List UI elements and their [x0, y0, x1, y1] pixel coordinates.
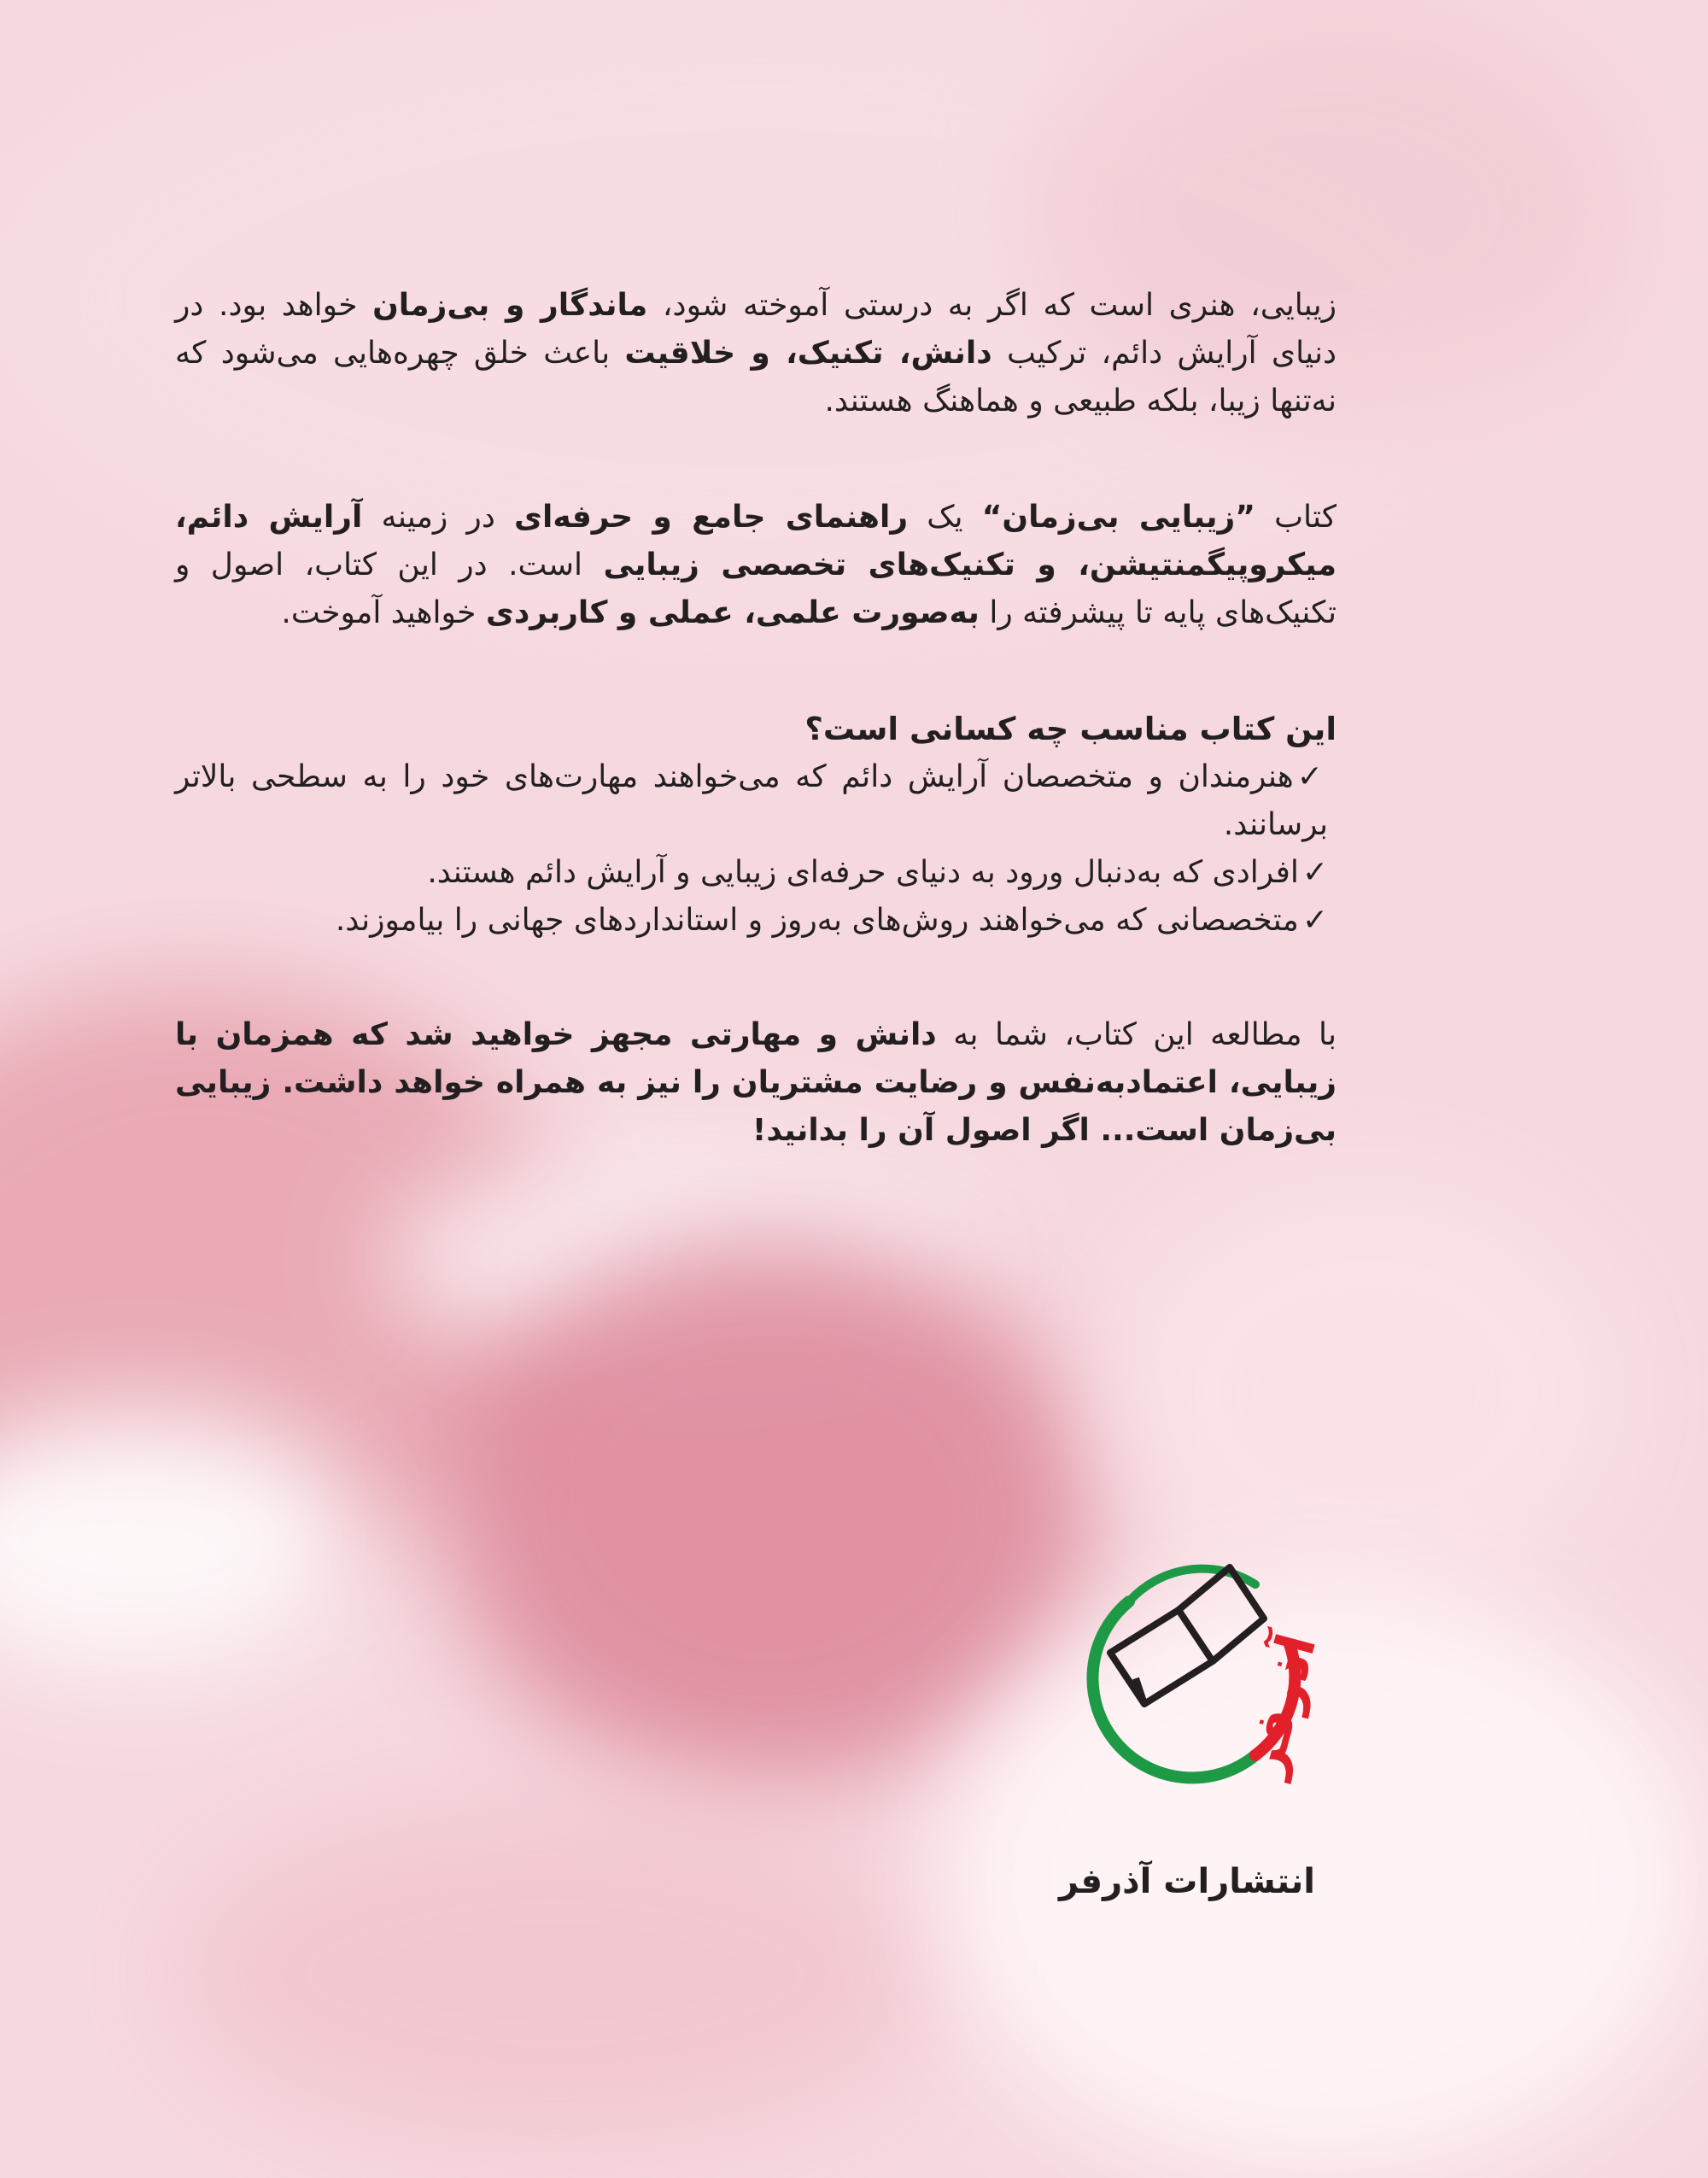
- about-text-3: در زمینه: [362, 500, 515, 535]
- about-bold-4: به‌صورت علمی، عملی و کاربردی: [485, 595, 980, 630]
- about-paragraph: [175, 494, 1337, 637]
- list-item: [175, 753, 1337, 849]
- list-item-text: متخصصانی که می‌خواهند روش‌های به‌روز و استانداردهای جهانی را بیاموزند.: [335, 903, 1299, 938]
- publisher-logo: [1085, 1550, 1329, 1783]
- about-bold-1: ”زیبایی بی‌زمان“: [981, 500, 1255, 535]
- intro-paragraph: [175, 282, 1337, 425]
- list-item: [175, 897, 1337, 945]
- about-text-1: کتاب: [1255, 500, 1337, 535]
- about-bold-2: راهنمای جامع و حرفه‌ای: [514, 500, 909, 535]
- list-item-text: افرادی که به‌دنبال ورود به دنیای حرفه‌ای زیبایی و آرایش دائم هستند.: [427, 855, 1299, 890]
- book-icon: [1110, 1567, 1264, 1704]
- about-bold-3: آرایش دائم، میکروپیگمنتیشن، و تکنیک‌های تخصصی زیبایی: [175, 500, 1337, 583]
- check-icon: ✓: [1296, 759, 1328, 794]
- back-cover-text: [175, 282, 1337, 1155]
- closing-text-1: با مطالعه این کتاب، شما به: [936, 1017, 1337, 1052]
- audience-heading: این کتاب مناسب چه کسانی است؟: [804, 711, 1337, 747]
- logo-ring-green: [1092, 1601, 1255, 1778]
- publisher-name: انتشارات آذرفر: [1059, 1862, 1315, 1901]
- intro-text-2: خواهد بود. در دنیای آرایش دائم، ترکیب: [175, 288, 1337, 371]
- closing-bold-1: دانش و مهارتی مجهز خواهید شد که همزمان با زیبایی، اعتماد‌به‌نفس و رضایت مشتریان را نیز به همراه خواهد داشت. زیبایی بی‌زمان است... اگر اصول آن را بدانید!: [175, 1017, 1337, 1148]
- about-text-5: خواهید آموخت.: [281, 595, 486, 630]
- intro-bold-1: ماندگار و بی‌زمان: [372, 288, 648, 323]
- list-item-text: هنرمندان و متخصصان آرایش دائم که می‌خواهند مهارت‌های خود را به سطحی بالاتر برسانند.: [175, 759, 1328, 842]
- list-item: [175, 849, 1337, 897]
- intro-text-3: باعث خلق چهره‌هایی می‌شود که نه‌تنها زیبا، بلکه طبیعی و هماهنگ هستند.: [175, 336, 1337, 419]
- check-icon: ✓: [1301, 903, 1328, 938]
- intro-bold-2: دانش، تکنیک، و خلاقیت: [624, 336, 992, 371]
- about-text-4: است. در این کتاب، اصول و تکنیک‌های پایه تا پیشرفته را: [175, 547, 1337, 630]
- about-text-2: یک: [908, 500, 982, 535]
- logo-text: آذرفر: [1231, 1627, 1329, 1783]
- check-icon: ✓: [1301, 855, 1328, 890]
- closing-paragraph: [175, 1011, 1337, 1155]
- intro-text-1: زیبایی، هنری است که اگر به درستی آموخته شود،: [647, 288, 1337, 323]
- audience-list: [175, 753, 1337, 945]
